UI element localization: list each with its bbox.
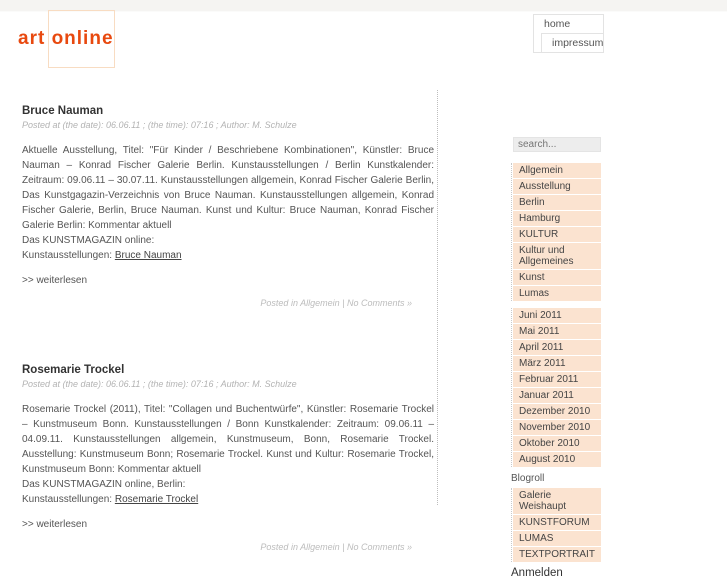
post-title[interactable]: Rosemarie Trockel — [22, 364, 125, 376]
sidebar-archive-item[interactable]: Juni 2011 — [513, 308, 601, 323]
sidebar-archive-item[interactable]: April 2011 — [513, 340, 601, 355]
sidebar-category-item[interactable]: KULTUR — [513, 227, 601, 242]
readmore-link[interactable]: >> weiterlesen — [22, 519, 88, 530]
post-rosemarie-trockel — [22, 364, 434, 552]
sidebar-category-item[interactable]: Allgemein — [513, 163, 601, 178]
sidebar-archive-item[interactable]: Mai 2011 — [513, 324, 601, 339]
readmore-link[interactable]: >> weiterlesen — [22, 275, 88, 286]
category-list — [511, 163, 601, 301]
sidebar-category-item[interactable]: Berlin — [513, 195, 601, 210]
blogroll-list — [511, 488, 601, 562]
sidebar-category-item[interactable]: Kunst — [513, 270, 601, 285]
sidebar-archive-item[interactable]: März 2011 — [513, 356, 601, 371]
blogroll-item[interactable]: KUNSTFORUM — [513, 515, 601, 530]
posted-in-footer[interactable]: Posted in Allgemein | No Comments » — [260, 542, 412, 552]
post-body: Aktuelle Ausstellung, Titel: "Für Kinder / Beschriebene Kombinationen", Künstler: Bruce Nauman – Konrad Fischer Galerie Berlin. Kunstausstellungen / Berlin Kunstkalender: Zeitraum: 09.06.11 – 30.07.11. Kunstausstellungen allgemein, Konrad Fischer Galerie Berlin, Das Kunstgagazin-Verzeichnis von Bruce Nauman. Kunstausstellungen allgemein, Konrad Fischer Galerie, Berlin, Bruce Nauman. Kunst und Kultur: Bruce Nauman, Konrad Fischer Galerie Berlin: Kommentar aktuell — [22, 145, 434, 231]
post-meta: Posted at (the date): 06.06.11 ; (the time): 07:16 ; Author: M. Schulze — [22, 120, 297, 130]
post-artist-link[interactable]: Bruce Nauman — [114, 250, 182, 261]
content-sidebar-divider — [437, 90, 438, 505]
post-title[interactable]: Bruce Nauman — [22, 105, 104, 117]
post-meta: Posted at (the date): 06.06.11 ; (the time): 07:16 ; Author: M. Schulze — [22, 379, 297, 389]
sidebar-category-item[interactable]: Hamburg — [513, 211, 601, 226]
sidebar-archive-item[interactable]: Januar 2011 — [513, 388, 601, 403]
sidebar-archive-item[interactable]: Oktober 2010 — [513, 436, 601, 451]
post-artist-link[interactable]: Rosemarie Trockel — [114, 494, 199, 505]
post-magazin-line: Das KUNSTMAGAZIN online, Berlin: — [22, 479, 186, 490]
search-input[interactable] — [513, 137, 601, 152]
post-link-line — [22, 492, 434, 507]
sidebar-category-item[interactable]: Kultur und Allgemeines — [513, 243, 601, 269]
main-content — [22, 105, 434, 552]
sidebar-archive-item[interactable]: Dezember 2010 — [513, 404, 601, 419]
post-bruce-nauman — [22, 105, 434, 308]
archive-list — [511, 308, 601, 467]
post-link-line — [22, 248, 434, 263]
nav-item-home[interactable]: home — [544, 18, 571, 30]
blogroll-heading: Blogroll — [511, 473, 545, 484]
login-link[interactable]: Anmelden — [511, 567, 563, 579]
sidebar-archive-item[interactable]: August 2010 — [513, 452, 601, 467]
sidebar-archive-item[interactable]: November 2010 — [513, 420, 601, 435]
post-body: Rosemarie Trockel (2011), Titel: "Collagen und Buchentwürfe", Künstler: Rosemarie Trockel – Kunstmuseum Bonn. Kunstausstellungen / Bonn Kunstkalender: Zeitraum: 09.06.11 – 04.09.11. Kunstausstellungen allgemein, Kunstmuseum, Bonn, Rosemarie Trockel. Ausstellung: Kunstmuseum Bonn; Rosemarie Trockel. Kunst und Kultur: Rosemarie Trockel, Kunstmuseum Bonn: Kommentar aktuell — [22, 404, 434, 475]
posted-in-footer[interactable]: Posted in Allgemein | No Comments » — [260, 298, 412, 308]
blogroll-item[interactable]: Galerie Weishaupt — [513, 488, 601, 514]
sidebar-category-item[interactable]: Lumas — [513, 286, 601, 301]
blogroll-item[interactable]: LUMAS — [513, 531, 601, 546]
post-link-prefix: Kunstausstellungen: — [22, 494, 115, 505]
sidebar — [511, 137, 601, 579]
top-nav — [533, 14, 604, 53]
post-magazin-line: Das KUNSTMAGAZIN online: — [22, 235, 155, 246]
nav-item-impressum[interactable]: impressum — [541, 33, 604, 53]
site-logo[interactable]: art online — [18, 28, 114, 49]
sidebar-category-item[interactable]: Ausstellung — [513, 179, 601, 194]
sidebar-archive-item[interactable]: Februar 2011 — [513, 372, 601, 387]
blogroll-item[interactable]: TEXTPORTRAIT — [513, 547, 601, 562]
post-link-prefix: Kunstausstellungen: — [22, 250, 115, 261]
